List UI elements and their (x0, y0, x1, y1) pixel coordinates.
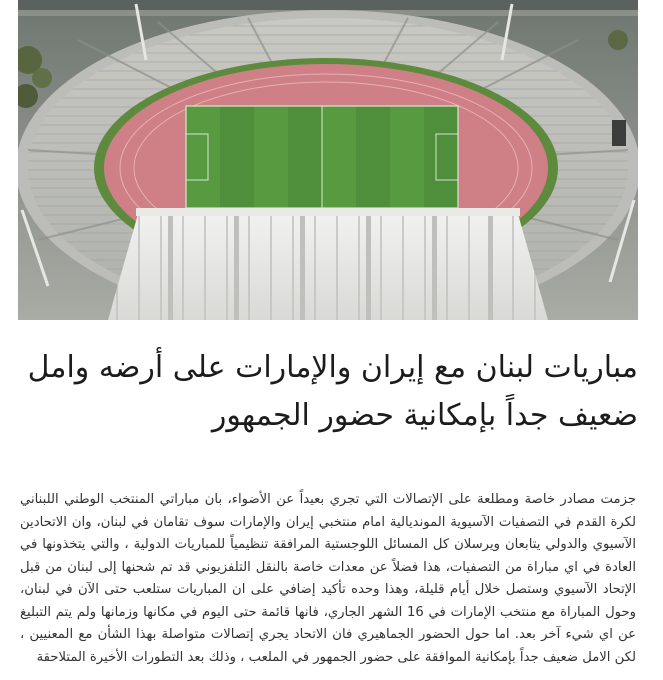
stadium-aerial-photo-icon (18, 0, 638, 320)
article-body (20, 489, 636, 669)
article-paragraph: جزمت مصادر خاصة ومطلعة على الإتصالات التي تجري بعيداً عن الأضواء، بان مباراتي المنتخب الوطني اللبناني لكرة القدم في التصفيات الآسيوية المونديالية امام منتخبي إيران والإمارات سوف تقامان في لبنان، وان الاتحادين الآسيوي والدولي يتابعان ويرسلان كل المسائل اللوجستية المرافقة تنظيمياً للمباريات الدولية ، والتي يتخذونها في العادة في اي مباراة من التصفيات، هذا فضلاً عن معدات خاصة بالنقل التلفزيوني قد تم شحنها إلى لبنان من قبل الإتحاد الآسيوي وستصل خلال أيام قليلة، وهذا وحده تأكيد إضافي على ان المباريات ستلعب حتى الآن في لبنان، وحول المباراة مع منتخب الإمارات في 16 الشهر الجاري، فانها قائمة حتى اليوم في مكانها وزمانها ولم يتم التبليغ عن اي شيء آخر بعد. اما حول الحضور الجماهيري فان الاتحاد يجري إتصالات متواصلة بهذا الشأن مع المعنيين ، لكن الامل ضعيف جداً بإمكانية الموافقة على حضور الجمهور في الملعب ، وذلك بعد التطورات الأخيرة المتلاحقة (20, 492, 636, 665)
article-hero-image (18, 0, 638, 320)
article-headline: مباريات لبنان مع إيران والإمارات على أرضه وامل ضعيف جداً بإمكانية حضور الجمهور (27, 350, 638, 433)
